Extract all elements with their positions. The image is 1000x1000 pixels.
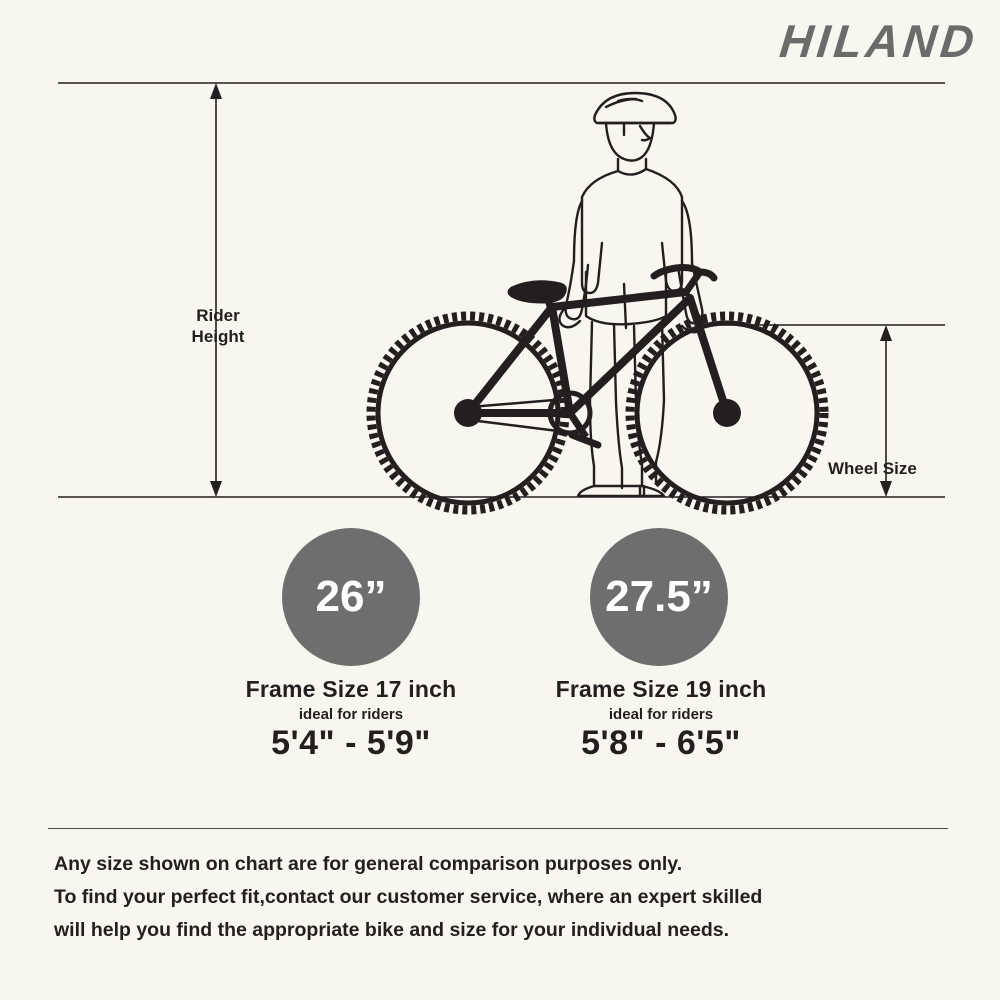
frame-size-label: Frame Size 19 inch: [555, 676, 767, 702]
size-spec-26: [171, 676, 531, 763]
rider-height-range: 5'8" - 6'5": [581, 724, 741, 762]
wheel-size-badges: [0, 528, 1000, 668]
head-outline: [606, 123, 654, 161]
rider-height-arrow-up: [210, 83, 222, 99]
sleeve-right: [682, 201, 692, 263]
down-tube: [570, 298, 690, 413]
footer-line-3: will help you find the appropriate bike and size for your individual needs.: [54, 918, 730, 941]
saddle: [509, 282, 565, 302]
frame-size-label: Frame Size 17 inch: [245, 676, 457, 702]
pedal: [572, 435, 598, 445]
frame: [468, 292, 727, 413]
size-spec-275: [481, 676, 841, 763]
arm-left: [566, 261, 588, 319]
wheel-size-arrow-up: [880, 325, 892, 341]
collar: [618, 169, 646, 175]
ideal-for-riders-label: ideal for riders: [298, 706, 404, 723]
ideal-for-riders-label: ideal for riders: [608, 706, 714, 723]
handlebar: [654, 268, 700, 277]
leg-left-back: [614, 324, 622, 488]
wheel-size-arrow-down: [880, 481, 892, 497]
foot-left: [578, 486, 644, 496]
wheel-size-label: Wheel Size: [828, 459, 917, 478]
rider-height-arrow-down: [210, 481, 222, 497]
footer-divider: [48, 828, 948, 829]
footer-line-2: To find your perfect fit,contact our customer service, where an expert skilled: [54, 885, 763, 908]
face-detail: [640, 126, 650, 140]
footer-disclaimer: [54, 848, 954, 946]
wheel-size-badge-26: 26”: [282, 528, 420, 666]
shorts-seam: [624, 284, 626, 328]
wheel-size-badge-275: 27.5”: [590, 528, 728, 666]
seat-post: [548, 300, 552, 312]
handlebar-grip-right: [700, 272, 714, 278]
diagram-svg: [0, 60, 1000, 520]
helmet-vent-2: [618, 99, 642, 101]
rider-height-label: Rider Height: [191, 306, 245, 347]
footer-line-1: Any size shown on chart are for general comparison purposes only.: [54, 853, 683, 875]
brand-logo: HILAND: [777, 15, 981, 67]
rider-height-range: 5'4" - 5'9": [271, 724, 431, 762]
rider-bike-diagram: [0, 60, 1000, 520]
bicycle: [371, 268, 824, 511]
